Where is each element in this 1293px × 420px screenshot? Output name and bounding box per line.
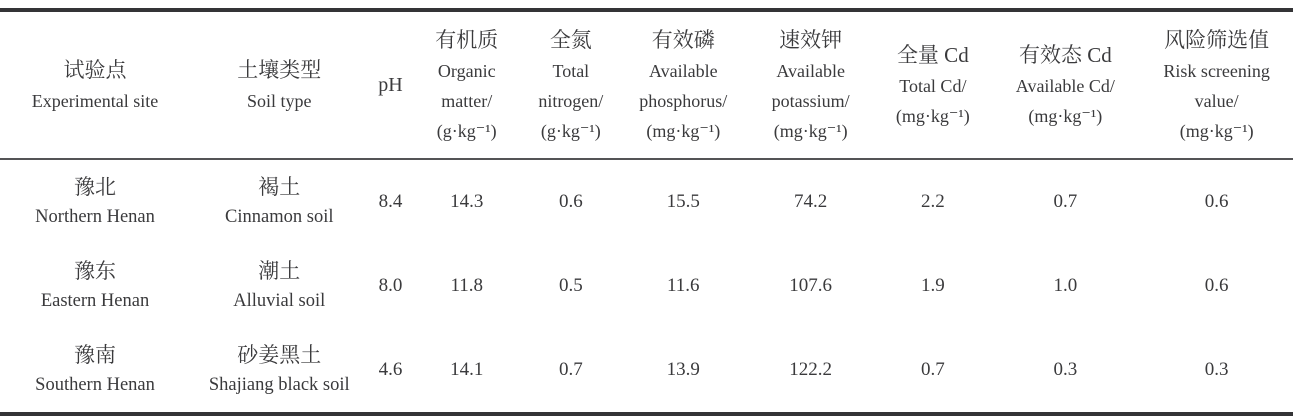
cell-ph: 8.0 [378, 275, 403, 296]
cell-total-cd: 0.7 [920, 359, 945, 380]
cell-ph: 4.6 [378, 359, 403, 380]
soil-zh: 砂姜黑土 [237, 343, 322, 367]
cell-available-phosphorus: 13.9 [666, 359, 700, 380]
header-available-phosphorus-zh: 有效磷 [651, 28, 715, 52]
header-row [0, 10, 1293, 159]
soil-en: Alluvial soil [233, 291, 326, 311]
table-row [0, 159, 1293, 244]
site-en: Eastern Henan [40, 291, 150, 311]
cell-soil-type [190, 328, 368, 414]
header-organic-matter-unit: (g·kg⁻¹) [436, 121, 497, 141]
cell-available-potassium: 122.2 [789, 359, 833, 380]
cell-risk-screening-value: 0.6 [1204, 191, 1229, 212]
table-row [0, 244, 1293, 328]
cell-available-cd: 0.7 [1053, 191, 1078, 212]
site-zh: 豫南 [74, 343, 117, 367]
header-available-potassium-unit: (mg·kg⁻¹) [773, 121, 848, 141]
header-available-phosphorus-unit: (mg·kg⁻¹) [646, 121, 721, 141]
col-header-total-cd [875, 10, 990, 159]
header-ph-label: pH [378, 73, 403, 96]
col-header-organic-matter [412, 10, 521, 159]
header-risk-screening-unit: (mg·kg⁻¹) [1179, 121, 1254, 141]
col-header-total-nitrogen [521, 10, 621, 159]
site-zh: 豫北 [74, 175, 117, 199]
cell-soil-type [190, 159, 368, 244]
header-available-cd-zh: 有效态 Cd [1018, 43, 1112, 67]
col-header-soil-type [190, 10, 368, 159]
header-available-potassium-en: Available potassium/ [771, 61, 850, 111]
col-header-ph [368, 10, 412, 159]
header-soil-zh: 土壤类型 [237, 58, 322, 82]
cell-available-cd: 1.0 [1053, 275, 1078, 296]
cell-site [0, 328, 190, 414]
header-available-phosphorus-en: Available phosphorus/ [639, 61, 728, 111]
soil-en: Cinnamon soil [225, 207, 334, 227]
col-header-available-cd [990, 10, 1140, 159]
cell-organic-matter: 11.8 [450, 275, 484, 296]
cell-total-cd: 1.9 [920, 275, 945, 296]
site-en: Northern Henan [35, 207, 155, 227]
soil-en: Shajiang black soil [208, 375, 350, 395]
col-header-risk-screening-value [1140, 10, 1293, 159]
cell-risk-screening-value: 0.6 [1204, 275, 1229, 296]
site-zh: 豫东 [74, 259, 117, 283]
header-available-cd-unit: (mg·kg⁻¹) [1028, 106, 1103, 126]
cell-ph: 8.4 [378, 191, 403, 212]
soil-zh: 褐土 [258, 175, 301, 199]
soil-properties-table [0, 8, 1293, 416]
table-row [0, 328, 1293, 414]
cell-total-nitrogen: 0.5 [558, 275, 583, 296]
cell-available-phosphorus: 15.5 [666, 191, 700, 212]
cell-available-potassium: 107.6 [789, 275, 833, 296]
table-header [0, 10, 1293, 159]
header-site-zh: 试验点 [63, 58, 127, 82]
header-risk-screening-zh: 风险筛选值 [1164, 28, 1270, 52]
site-en: Southern Henan [35, 375, 155, 395]
cell-organic-matter: 14.3 [450, 191, 484, 212]
header-available-potassium-zh: 速效钾 [779, 28, 843, 52]
header-site-en: Experimental site [31, 91, 159, 111]
cell-organic-matter: 14.1 [450, 359, 484, 380]
cell-risk-screening-value: 0.3 [1204, 359, 1229, 380]
header-total-cd-zh: 全量 Cd [896, 43, 969, 67]
cell-total-nitrogen: 0.6 [558, 191, 583, 212]
cell-total-nitrogen: 0.7 [558, 359, 583, 380]
cell-total-cd: 2.2 [920, 191, 945, 212]
cell-available-phosphorus: 11.6 [667, 275, 700, 296]
table-body [0, 159, 1293, 414]
col-header-available-potassium [746, 10, 875, 159]
header-organic-matter-zh: 有机质 [435, 28, 499, 52]
header-available-cd-en: Available Cd/ [1015, 76, 1115, 96]
soil-zh: 潮土 [258, 259, 301, 283]
header-organic-matter-en: Organic matter/ [437, 61, 496, 111]
cell-available-potassium: 74.2 [794, 191, 828, 212]
col-header-available-phosphorus [621, 10, 746, 159]
header-total-nitrogen-unit: (g·kg⁻¹) [540, 121, 601, 141]
header-total-nitrogen-en: Total nitrogen/ [538, 61, 604, 111]
cell-site [0, 244, 190, 328]
header-total-cd-unit: (mg·kg⁻¹) [895, 106, 970, 126]
header-total-nitrogen-zh: 全氮 [549, 28, 592, 52]
cell-soil-type [190, 244, 368, 328]
header-total-cd-en: Total Cd/ [899, 76, 967, 96]
header-risk-screening-en: Risk screening value/ [1163, 61, 1270, 111]
col-header-experimental-site [0, 10, 190, 159]
cell-site [0, 159, 190, 244]
cell-available-cd: 0.3 [1053, 359, 1078, 380]
header-soil-en: Soil type [247, 91, 312, 111]
